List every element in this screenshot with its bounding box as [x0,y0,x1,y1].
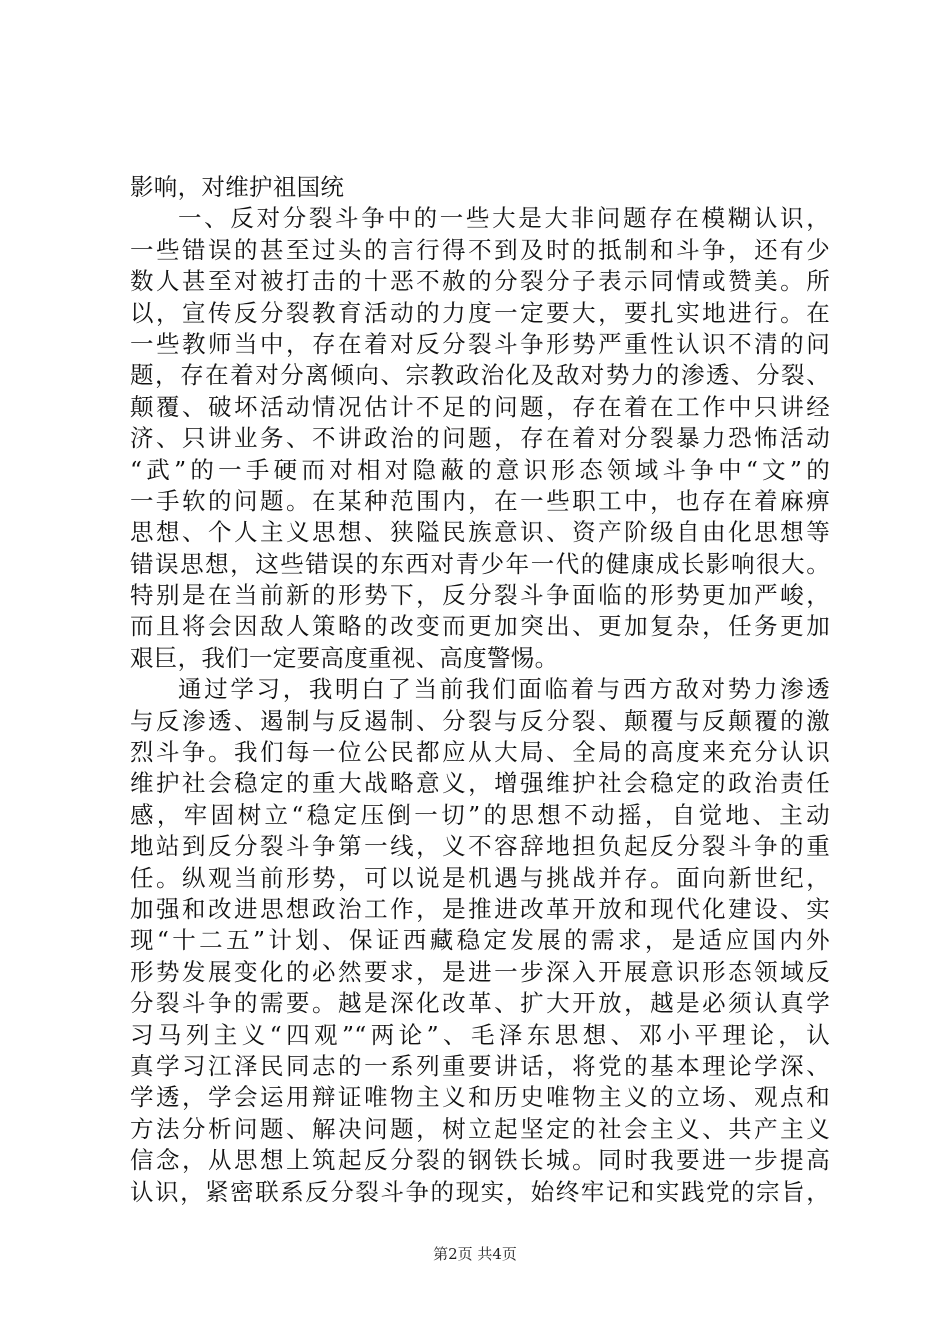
text-line: 特别是在当前新的形势下，反分裂斗争面临的形势更加严峻， [130,581,830,610]
text-line: 现“十二五”计划、保证西藏稳定发展的需求，是适应国内外 [130,926,830,955]
text-line: 学透，学会运用辩证唯物主义和历史唯物主义的立场、观点和 [130,1083,830,1112]
text-line: 感，牢固树立“稳定压倒一切”的思想不动摇，自觉地、主动 [130,800,830,829]
text-line: 一些错误的甚至过头的言行得不到及时的抵制和斗争，还有少 [130,235,830,264]
text-line: 以，宣传反分裂教育活动的力度一定要大，要扎实地进行。在 [130,298,830,327]
text-line: 错误思想，这些错误的东西对青少年一代的健康成长影响很大。 [130,549,830,578]
text-line: 一手软的问题。在某种范围内，在一些职工中，也存在着麻痹 [130,486,830,515]
text-line: 认识，紧密联系反分裂斗争的现实，始终牢记和实践党的宗旨， [130,1177,830,1206]
document-body [130,172,830,1208]
text-line: 分裂斗争的需要。越是深化改革、扩大开放，越是必须认真学 [130,989,830,1018]
page-footer: 第2页 共4页 [433,1245,517,1263]
text-line: 一些教师当中，存在着对反分裂斗争形势严重性认识不清的问 [130,329,830,358]
text-line: 与反渗透、遏制与反遏制、分裂与反分裂、颠覆与反颠覆的激 [130,706,830,735]
text-line: 信念，从思想上筑起反分裂的钢铁长城。同时我要进一步提高 [130,1146,830,1175]
text-line: 地站到反分裂斗争第一线，义不容辞地担负起反分裂斗争的重 [130,832,830,861]
text-line: 形势发展变化的必然要求，是进一步深入开展意识形态领域反 [130,957,830,986]
text-line: 一、反对分裂斗争中的一些大是大非问题存在模糊认识， [178,204,830,233]
text-line: 思想、个人主义思想、狭隘民族意识、资产阶级自由化思想等 [130,518,830,547]
text-line: 通过学习，我明白了当前我们面临着与西方敌对势力渗透 [178,675,830,704]
text-line: 维护社会稳定的重大战略意义，增强维护社会稳定的政治责任 [130,769,830,798]
text-line: 影响，对维护祖国统 [130,173,345,201]
text-line: 方法分析问题、解决问题，树立起坚定的社会主义、共产主义 [130,1114,830,1143]
text-line: 济、只讲业务、不讲政治的问题，存在着对分裂暴力恐怖活动 [130,424,830,453]
text-line: “武”的一手硬而对相对隐蔽的意识形态领域斗争中“文”的 [130,455,830,484]
text-line: 任。纵观当前形势，可以说是机遇与挑战并存。面向新世纪， [130,863,830,892]
text-line: 加强和改进思想政治工作，是推进改革开放和现代化建设、实 [130,894,830,923]
text-line: 数人甚至对被打击的十恶不赦的分裂分子表示同情或赞美。所 [130,267,830,296]
text-line: 烈斗争。我们每一位公民都应从大局、全局的高度来充分认识 [130,738,830,767]
text-line: 习马列主义“四观”“两论”、毛泽东思想、邓小平理论，认 [130,1020,830,1049]
text-line: 艰巨，我们一定要高度重视、高度警惕。 [130,643,559,672]
text-line: 颠覆、破坏活动情况估计不足的问题，存在着在工作中只讲经 [130,392,830,421]
text-line: 而且将会因敌人策略的改变而更加突出、更加复杂，任务更加 [130,612,830,641]
text-line: 真学习江泽民同志的一系列重要讲话，将党的基本理论学深、 [130,1051,830,1080]
text-line: 题，存在着对分离倾向、宗教政治化及敌对势力的渗透、分裂、 [130,361,830,390]
